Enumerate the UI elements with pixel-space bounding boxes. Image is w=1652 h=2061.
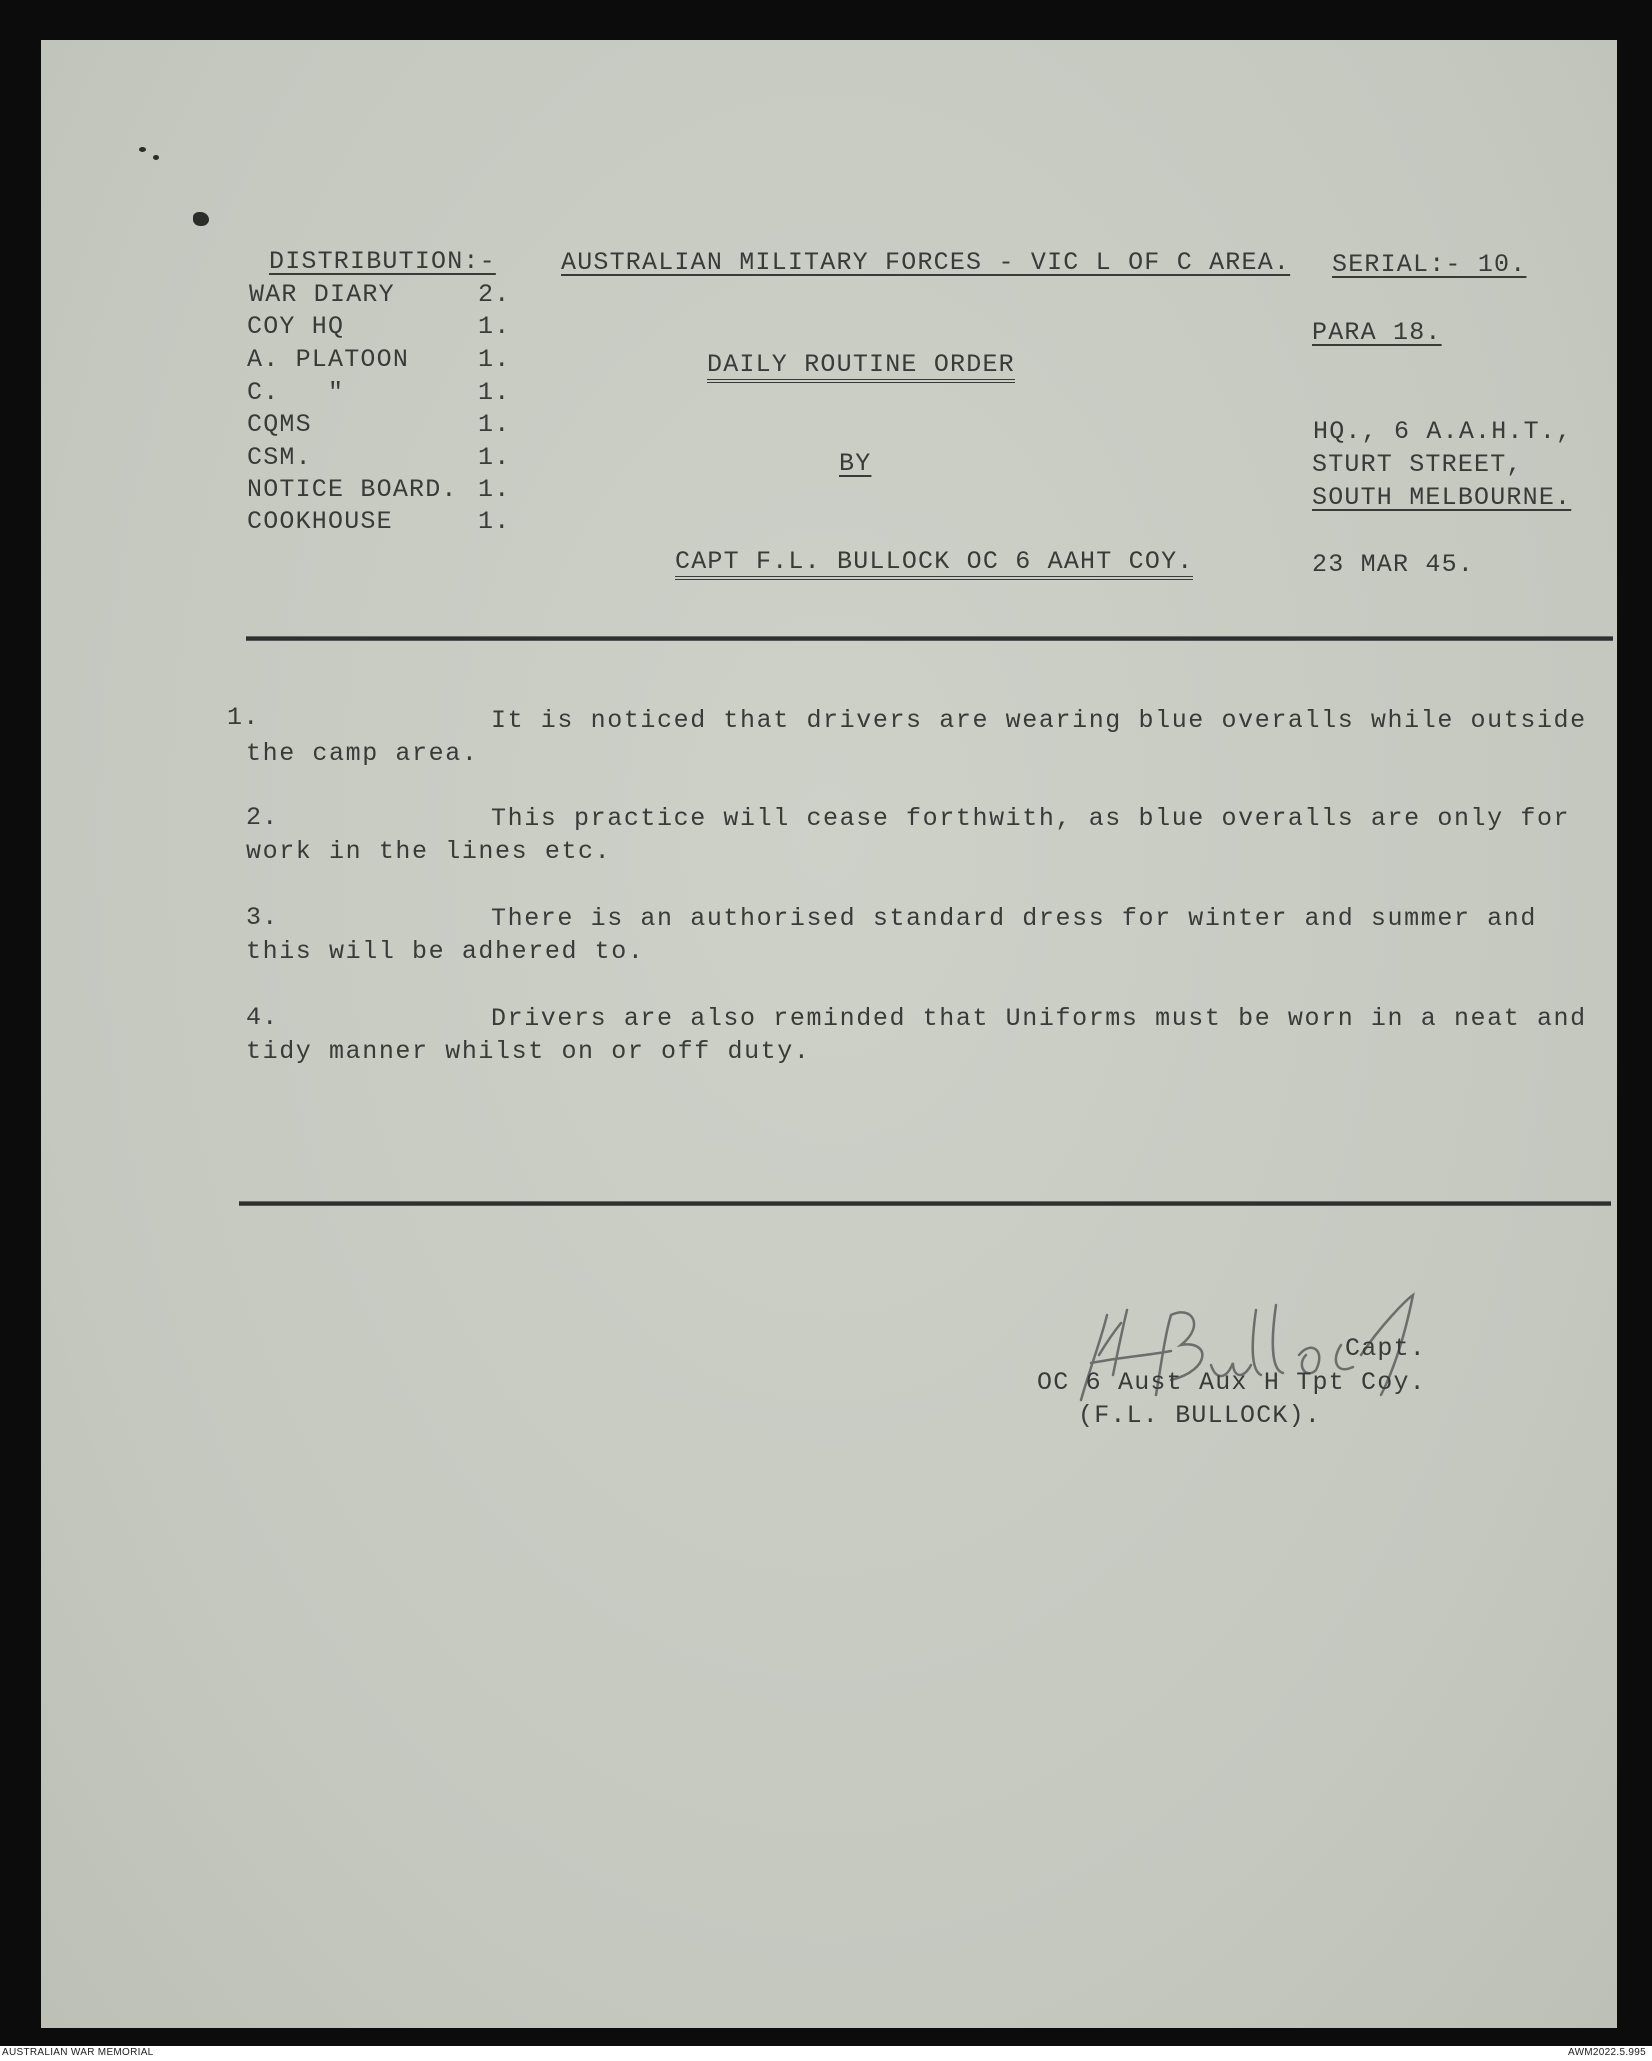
- issuer-line: CAPT F.L. BULLOCK OC 6 AAHT COY.: [675, 549, 1193, 580]
- distribution-count: 1.: [478, 507, 511, 536]
- separator-rule: [239, 1202, 1611, 1205]
- distribution-count: 1.: [478, 378, 511, 407]
- distribution-item: NOTICE BOARD.: [247, 475, 458, 504]
- para-number: PARA 18.: [1312, 318, 1442, 347]
- paragraph-number: 2.: [246, 803, 279, 832]
- distribution-title: DISTRIBUTION:-: [269, 247, 496, 276]
- distribution-item: WAR DIARY: [249, 280, 395, 309]
- signature-rank: Capt.: [1345, 1334, 1427, 1363]
- distribution-count: 1.: [478, 312, 511, 341]
- distribution-item: C. ": [247, 378, 345, 407]
- distribution-count: 1.: [478, 410, 511, 439]
- paragraph-number: 1.: [227, 703, 260, 732]
- punch-hole: [193, 212, 209, 226]
- distribution-item: A. PLATOON: [247, 345, 410, 374]
- paragraph-line: Drivers are also reminded that Uniforms must be worn in a neat and: [491, 1004, 1587, 1033]
- distribution-count: 2.: [478, 280, 511, 309]
- punch-mark: [153, 155, 159, 160]
- paragraph-line: This practice will cease forthwith, as blue overalls are only for: [491, 804, 1571, 833]
- order-title: DAILY ROUTINE ORDER: [707, 352, 1015, 383]
- distribution-count: 1.: [478, 345, 511, 374]
- paragraph-line: There is an authorised standard dress for winter and summer and: [491, 904, 1537, 933]
- distribution-item: COY HQ: [247, 312, 345, 341]
- distribution-count: 1.: [478, 443, 511, 472]
- agency-heading: AUSTRALIAN MILITARY FORCES - VIC L OF C AREA.: [561, 248, 1291, 277]
- order-by: BY: [839, 449, 872, 478]
- separator-rule: [246, 637, 1613, 640]
- signature-unit: OC 6 Aust Aux H Tpt Coy.: [1037, 1368, 1426, 1397]
- paragraph-line: work in the lines etc.: [246, 837, 612, 866]
- paragraph-number: 3.: [246, 903, 279, 932]
- serial-number: SERIAL:- 10.: [1332, 250, 1527, 279]
- distribution-item: CQMS: [247, 410, 312, 439]
- order-date: 23 MAR 45.: [1312, 550, 1475, 579]
- footer-credit: AUSTRALIAN WAR MEMORIAL: [2, 2047, 154, 2058]
- punch-mark: [139, 147, 146, 152]
- footer-accession: AWM2022.5.995: [1567, 2047, 1646, 2058]
- address-line: STURT STREET,: [1312, 450, 1523, 479]
- address-line: HQ., 6 A.A.H.T.,: [1313, 417, 1573, 446]
- address-line: SOUTH MELBOURNE.: [1312, 483, 1572, 512]
- paragraph-line: tidy manner whilst on or off duty.: [246, 1037, 811, 1066]
- paragraph-number: 4.: [246, 1003, 279, 1032]
- distribution-count: 1.: [478, 475, 511, 504]
- signature-name: (F.L. BULLOCK).: [1078, 1401, 1322, 1430]
- paragraph-line: the camp area.: [246, 739, 479, 768]
- paragraph-line: It is noticed that drivers are wearing blue overalls while outside: [491, 706, 1587, 735]
- distribution-item: COOKHOUSE: [247, 507, 393, 536]
- distribution-item: CSM.: [247, 443, 312, 472]
- paragraph-line: this will be adhered to.: [246, 937, 645, 966]
- document-page: [41, 40, 1617, 2028]
